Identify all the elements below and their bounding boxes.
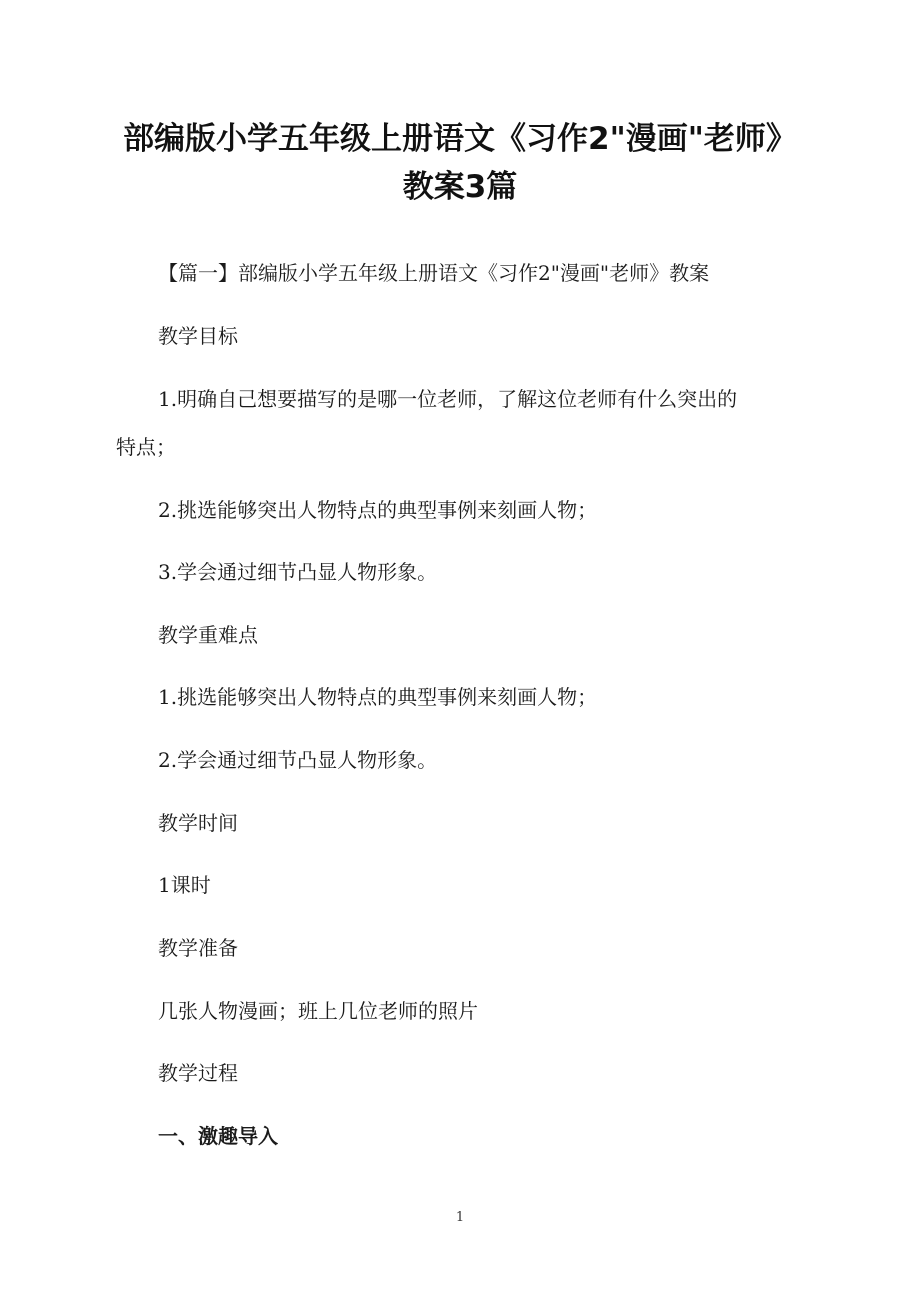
- paragraph-key-difficulties: 教学重难点: [158, 623, 258, 647]
- paragraph-goal-1-line-2: 特点；: [116, 435, 176, 459]
- paragraph-teaching-goals: 教学目标: [158, 324, 238, 348]
- paragraph-goal-2: 2.挑选能够突出人物特点的典型事例来刻画人物；: [158, 498, 598, 522]
- paragraph-teaching-time: 教学时间: [158, 811, 238, 835]
- paragraph-intro-heading: 一、激趣导入: [158, 1124, 278, 1148]
- document-title-line-2: 教案3篇: [402, 169, 518, 205]
- section-heading-part-one: 【篇一】部编版小学五年级上册语文《习作2"漫画"老师》教案: [158, 261, 710, 285]
- paragraph-class-hours: 1课时: [158, 873, 211, 897]
- paragraph-goal-1-line-1: 1.明确自己想要描写的是哪一位老师，了解这位老师有什么突出的: [158, 387, 738, 411]
- paragraph-difficulty-1: 1.挑选能够突出人物特点的典型事例来刻画人物；: [158, 685, 598, 709]
- paragraph-teaching-preparation: 教学准备: [158, 936, 238, 960]
- page-number: 1: [455, 1210, 465, 1225]
- paragraph-difficulty-2: 2.学会通过细节凸显人物形象。: [158, 748, 438, 772]
- paragraph-goal-3: 3.学会通过细节凸显人物形象。: [158, 560, 438, 584]
- paragraph-teaching-process: 教学过程: [158, 1061, 238, 1085]
- document-title-line-1: 部编版小学五年级上册语文《习作2"漫画"老师》: [123, 121, 797, 157]
- paragraph-materials: 几张人物漫画；班上几位老师的照片: [158, 999, 478, 1023]
